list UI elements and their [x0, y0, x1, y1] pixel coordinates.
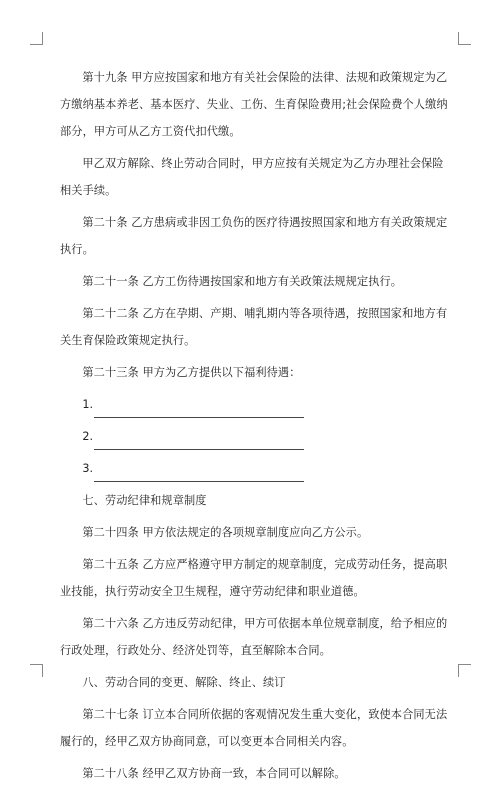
article-27: 第二十七条 订立本合同所依据的客观情况发生重大变化，致使本合同无法履行的，经甲乙双方协商同意，可以变更本合同相关内容。 — [60, 708, 448, 748]
benefit-blank-1 — [60, 391, 450, 418]
article-23: 第二十三条 甲方为乙方提供以下福利待遇： — [82, 366, 301, 379]
document-body — [60, 64, 450, 792]
article-26: 第二十六条 乙方违反劳动纪律，甲方可依据本单位规章制度，给予相应的行政处理，行政处分、经济处罚等，直至解除本合同。 — [60, 617, 448, 657]
blank-number: 2. — [82, 430, 94, 443]
article-21: 第二十一条 乙方工伤待遇按国家和地方有关政策法规规定执行。 — [82, 275, 403, 288]
crop-mark-bottom-right — [458, 664, 471, 677]
fill-in-line[interactable] — [94, 466, 304, 482]
crop-mark-top-right — [458, 32, 471, 45]
benefit-blank-3 — [60, 455, 450, 482]
blank-number: 3. — [82, 462, 94, 475]
article-20: 第二十条 乙方患病或非因工负伤的医疗待遇按照国家和地方有关政策规定执行。 — [60, 216, 448, 256]
section-8-heading: 八、劳动合同的变更、解除、终止、续订 — [82, 676, 286, 689]
article-28: 第二十八条 经甲乙双方协商一致，本合同可以解除。 — [82, 767, 346, 780]
article-25: 第二十五条 乙方应严格遵守甲方制定的规章制度，完成劳动任务，提高职业技能，执行劳动安全卫生规程，遵守劳动纪律和职业道德。 — [60, 558, 448, 598]
crop-mark-bottom-left — [30, 664, 43, 677]
benefit-blank-2 — [60, 423, 450, 450]
blank-number: 1. — [82, 398, 94, 411]
article-22: 第二十二条 乙方在孕期、产期、哺乳期内等各项待遇，按照国家和地方有关生育保险政策规定执行。 — [60, 307, 448, 347]
article-19: 第十九条 甲方应按国家和地方有关社会保险的法律、法规和政策规定为乙方缴纳基本养老、基本医疗、失业、工伤、生育保险费用;社会保险费个人缴纳部分，甲方可从乙方工资代扣代缴。 — [60, 71, 448, 138]
fill-in-line[interactable] — [94, 434, 304, 450]
fill-in-line[interactable] — [94, 402, 304, 418]
article-24: 第二十四条 甲方依法规定的各项规章制度应向乙方公示。 — [82, 526, 369, 539]
crop-mark-top-left — [30, 32, 43, 45]
section-7-heading: 七、劳动纪律和规章制度 — [82, 494, 207, 507]
social-insurance-termination: 甲乙双方解除、终止劳动合同时，甲方应按有关规定为乙方办理社会保险相关手续。 — [60, 157, 444, 197]
